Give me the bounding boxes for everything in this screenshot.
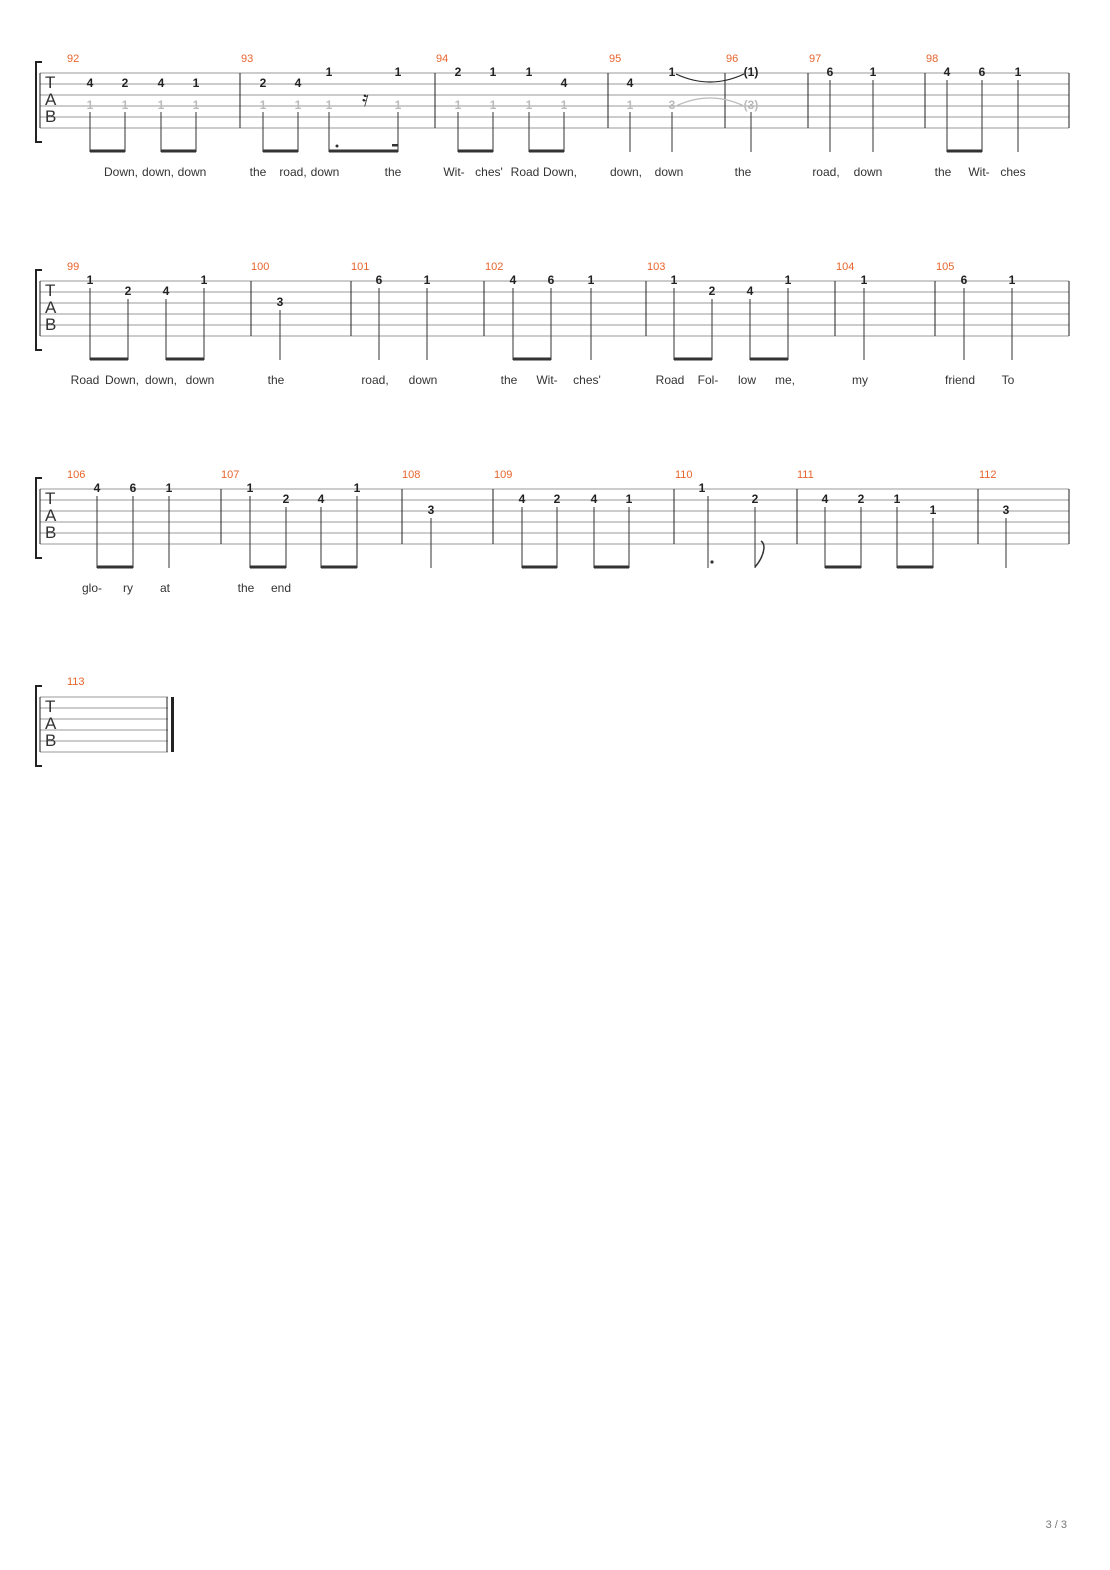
measure-number: 111 bbox=[797, 469, 814, 481]
tab-clef-a: A bbox=[45, 90, 57, 109]
measure-number: 110 bbox=[675, 469, 693, 481]
fret-number: 1 bbox=[86, 98, 94, 112]
tab-clef-t: T bbox=[45, 281, 56, 300]
fret-number: 1 bbox=[587, 273, 595, 287]
fret-number: 1 bbox=[423, 273, 431, 287]
lyric: friend bbox=[944, 373, 976, 387]
fret-number: 2 bbox=[708, 284, 716, 298]
measure-number: 101 bbox=[351, 261, 370, 273]
measure-number: 104 bbox=[836, 261, 855, 273]
fret-number: 1 bbox=[192, 76, 200, 90]
barlines bbox=[40, 281, 1069, 336]
fret-number: 4 bbox=[746, 284, 754, 298]
system-4 bbox=[36, 676, 174, 766]
fret-number: 2 bbox=[282, 492, 290, 506]
system-1 bbox=[36, 53, 1069, 179]
lyric: To bbox=[1001, 373, 1015, 387]
fret-number: 1 bbox=[246, 481, 254, 495]
measure-number: 99 bbox=[67, 261, 80, 273]
lyric: glo- bbox=[81, 581, 103, 595]
lyric: road, bbox=[812, 165, 840, 179]
tab-clef-a: A bbox=[45, 714, 57, 733]
measure-number: 113 bbox=[67, 676, 85, 688]
lyric: down bbox=[310, 165, 340, 179]
fret-number: 6 bbox=[960, 273, 968, 287]
lyric: the bbox=[249, 165, 267, 179]
tab-clef-b: B bbox=[45, 523, 57, 542]
tab-clef-t: T bbox=[45, 73, 56, 92]
fret-number: 1 bbox=[394, 65, 402, 79]
fret-number: 2 bbox=[124, 284, 132, 298]
measure-number: 103 bbox=[647, 261, 666, 273]
fret-number: 1 bbox=[454, 98, 462, 112]
fret-number: 6 bbox=[375, 273, 383, 287]
tab-clef-a: A bbox=[45, 298, 57, 317]
lyric: ry bbox=[123, 581, 133, 595]
stems bbox=[90, 288, 1012, 360]
fret-number: 3 bbox=[276, 295, 284, 309]
measure-number: 105 bbox=[936, 261, 955, 273]
fret-number: 1 bbox=[192, 98, 200, 112]
fret-number: 1 bbox=[353, 481, 361, 495]
dot bbox=[710, 560, 713, 563]
lyric: road, bbox=[279, 165, 307, 179]
lyric: the bbox=[384, 165, 402, 179]
fret-number: 1 bbox=[668, 65, 676, 79]
lyrics bbox=[104, 165, 1026, 179]
fret-number: 3 bbox=[668, 98, 676, 112]
system-3 bbox=[36, 469, 1069, 595]
fret-number: 4 bbox=[821, 492, 829, 506]
lyric: Road bbox=[510, 165, 540, 179]
measure-number: 100 bbox=[251, 261, 270, 273]
lyric: down bbox=[185, 373, 215, 387]
fret-number: 6 bbox=[978, 65, 986, 79]
lyric: ches' bbox=[475, 165, 503, 179]
measure-number: 102 bbox=[485, 261, 504, 273]
fret-number: 1 bbox=[86, 273, 94, 287]
lyric: ches bbox=[1000, 165, 1026, 179]
fret-number: 2 bbox=[454, 65, 462, 79]
fret-number: 2 bbox=[121, 76, 129, 90]
tab-clef-b: B bbox=[45, 315, 57, 334]
lyric: Road bbox=[70, 373, 100, 387]
measure-number: 108 bbox=[402, 469, 421, 481]
lyric: Road bbox=[655, 373, 685, 387]
fret-numbers bbox=[87, 65, 1022, 112]
fret-number: 2 bbox=[857, 492, 865, 506]
fret-number: 1 bbox=[489, 65, 497, 79]
fret-number: 1 bbox=[1008, 273, 1016, 287]
tab-clef-a: A bbox=[45, 506, 57, 525]
lyric: down, bbox=[609, 165, 643, 179]
staff-lines bbox=[40, 697, 168, 752]
fret-numbers bbox=[94, 481, 1010, 517]
system-bracket bbox=[36, 686, 42, 766]
fret-number: 1 bbox=[325, 98, 333, 112]
fret-number: 4 bbox=[518, 492, 526, 506]
lyric: Wit- bbox=[443, 165, 465, 179]
staff-lines bbox=[40, 281, 1069, 336]
fret-number: 4 bbox=[509, 273, 517, 287]
fret-number: 4 bbox=[317, 492, 325, 506]
fret-number: 1 bbox=[259, 98, 267, 112]
page-number: 3 / 3 bbox=[1045, 1519, 1067, 1531]
fret-number: 1 bbox=[165, 481, 173, 495]
fret-number: 2 bbox=[751, 492, 759, 506]
tab-clef-t: T bbox=[45, 697, 56, 716]
lyric: the bbox=[500, 373, 518, 387]
lyric: my bbox=[852, 373, 868, 387]
lyric: road, bbox=[361, 373, 389, 387]
fret-number: 4 bbox=[93, 481, 101, 495]
fret-number: 6 bbox=[826, 65, 834, 79]
fret-number: 1 bbox=[394, 98, 402, 112]
lyrics bbox=[71, 373, 1015, 387]
fret-number: 1 bbox=[893, 492, 901, 506]
lyrics bbox=[82, 581, 291, 595]
measure-number: 98 bbox=[926, 53, 939, 65]
lyric: down, bbox=[141, 165, 175, 179]
fret-number: 6 bbox=[547, 273, 555, 287]
lyric: the bbox=[734, 165, 752, 179]
measure-number: 109 bbox=[494, 469, 513, 481]
beam-stub bbox=[392, 144, 398, 147]
fret-number: 4 bbox=[943, 65, 951, 79]
fret-number: 1 bbox=[1014, 65, 1022, 79]
fret-number: 1 bbox=[525, 98, 533, 112]
tab-clef-b: B bbox=[45, 731, 57, 750]
fret-number: (1) bbox=[743, 65, 759, 79]
measure-number: 96 bbox=[726, 53, 739, 65]
measure-number: 95 bbox=[609, 53, 622, 65]
fret-number: 1 bbox=[489, 98, 497, 112]
measure-number: 107 bbox=[221, 469, 240, 481]
lyric: at bbox=[159, 581, 171, 595]
fret-number: 1 bbox=[200, 273, 208, 287]
fret-number: 4 bbox=[294, 76, 302, 90]
fret-number: 4 bbox=[560, 76, 568, 90]
fret-number: 4 bbox=[86, 76, 94, 90]
fret-number: 1 bbox=[157, 98, 165, 112]
final-barline-thick bbox=[171, 697, 174, 752]
fret-number: 1 bbox=[670, 273, 678, 287]
lyric: the bbox=[934, 165, 952, 179]
tie bbox=[676, 74, 744, 82]
stems bbox=[90, 80, 1018, 152]
fret-number: 3 bbox=[427, 503, 435, 517]
fret-number: 1 bbox=[626, 98, 634, 112]
lyric: Wit- bbox=[536, 373, 558, 387]
lyric: the bbox=[267, 373, 285, 387]
system-bracket bbox=[36, 478, 42, 558]
fret-number: 4 bbox=[590, 492, 598, 506]
lyric: me, bbox=[774, 373, 796, 387]
fret-number: 4 bbox=[626, 76, 634, 90]
fret-number: 1 bbox=[698, 481, 706, 495]
measure-number: 112 bbox=[979, 469, 997, 481]
fret-number: 1 bbox=[121, 98, 129, 112]
lyric: down, bbox=[144, 373, 178, 387]
fret-number: 6 bbox=[129, 481, 137, 495]
system-2 bbox=[36, 261, 1069, 387]
measure-number: 92 bbox=[67, 53, 80, 65]
measure-number: 106 bbox=[67, 469, 86, 481]
fret-number: 1 bbox=[869, 65, 877, 79]
fret-number: 1 bbox=[625, 492, 633, 506]
measure-number: 93 bbox=[241, 53, 254, 65]
fret-number: 1 bbox=[860, 273, 868, 287]
lyric: Down, bbox=[104, 373, 140, 387]
lyric: the bbox=[237, 581, 255, 595]
fret-number: 2 bbox=[553, 492, 561, 506]
lyric: down bbox=[654, 165, 684, 179]
tab-clef-t: T bbox=[45, 489, 56, 508]
lyric: Fol- bbox=[697, 373, 719, 387]
fret-number: 4 bbox=[162, 284, 170, 298]
lyric: down bbox=[853, 165, 883, 179]
measure-number: 97 bbox=[809, 53, 822, 65]
lyric: down bbox=[408, 373, 438, 387]
fret-number: 3 bbox=[1002, 503, 1010, 517]
fret-number: 1 bbox=[560, 98, 568, 112]
dot bbox=[336, 145, 339, 148]
measure-number: 94 bbox=[436, 53, 449, 65]
fret-number: 1 bbox=[325, 65, 333, 79]
lyric: low bbox=[737, 373, 757, 387]
fret-number: 4 bbox=[157, 76, 165, 90]
flag bbox=[755, 541, 764, 567]
system-bracket bbox=[36, 270, 42, 350]
fret-number: 1 bbox=[929, 503, 937, 517]
fret-number: 1 bbox=[525, 65, 533, 79]
fret-number: 2 bbox=[259, 76, 267, 90]
fret-number: 1 bbox=[784, 273, 792, 287]
fret-number: (3) bbox=[743, 98, 759, 112]
lyric: Down, bbox=[542, 165, 578, 179]
stems bbox=[97, 496, 1006, 568]
system-bracket bbox=[36, 62, 42, 142]
rest-symbol: 𝄿 bbox=[362, 87, 369, 112]
tab-clef-b: B bbox=[45, 107, 57, 126]
lyric: ches' bbox=[573, 373, 601, 387]
lyric: end bbox=[270, 581, 292, 595]
fret-number: 1 bbox=[294, 98, 302, 112]
lyric: down bbox=[177, 165, 207, 179]
lyric: Down, bbox=[103, 165, 139, 179]
tie bbox=[676, 98, 744, 106]
lyric: Wit- bbox=[968, 165, 990, 179]
